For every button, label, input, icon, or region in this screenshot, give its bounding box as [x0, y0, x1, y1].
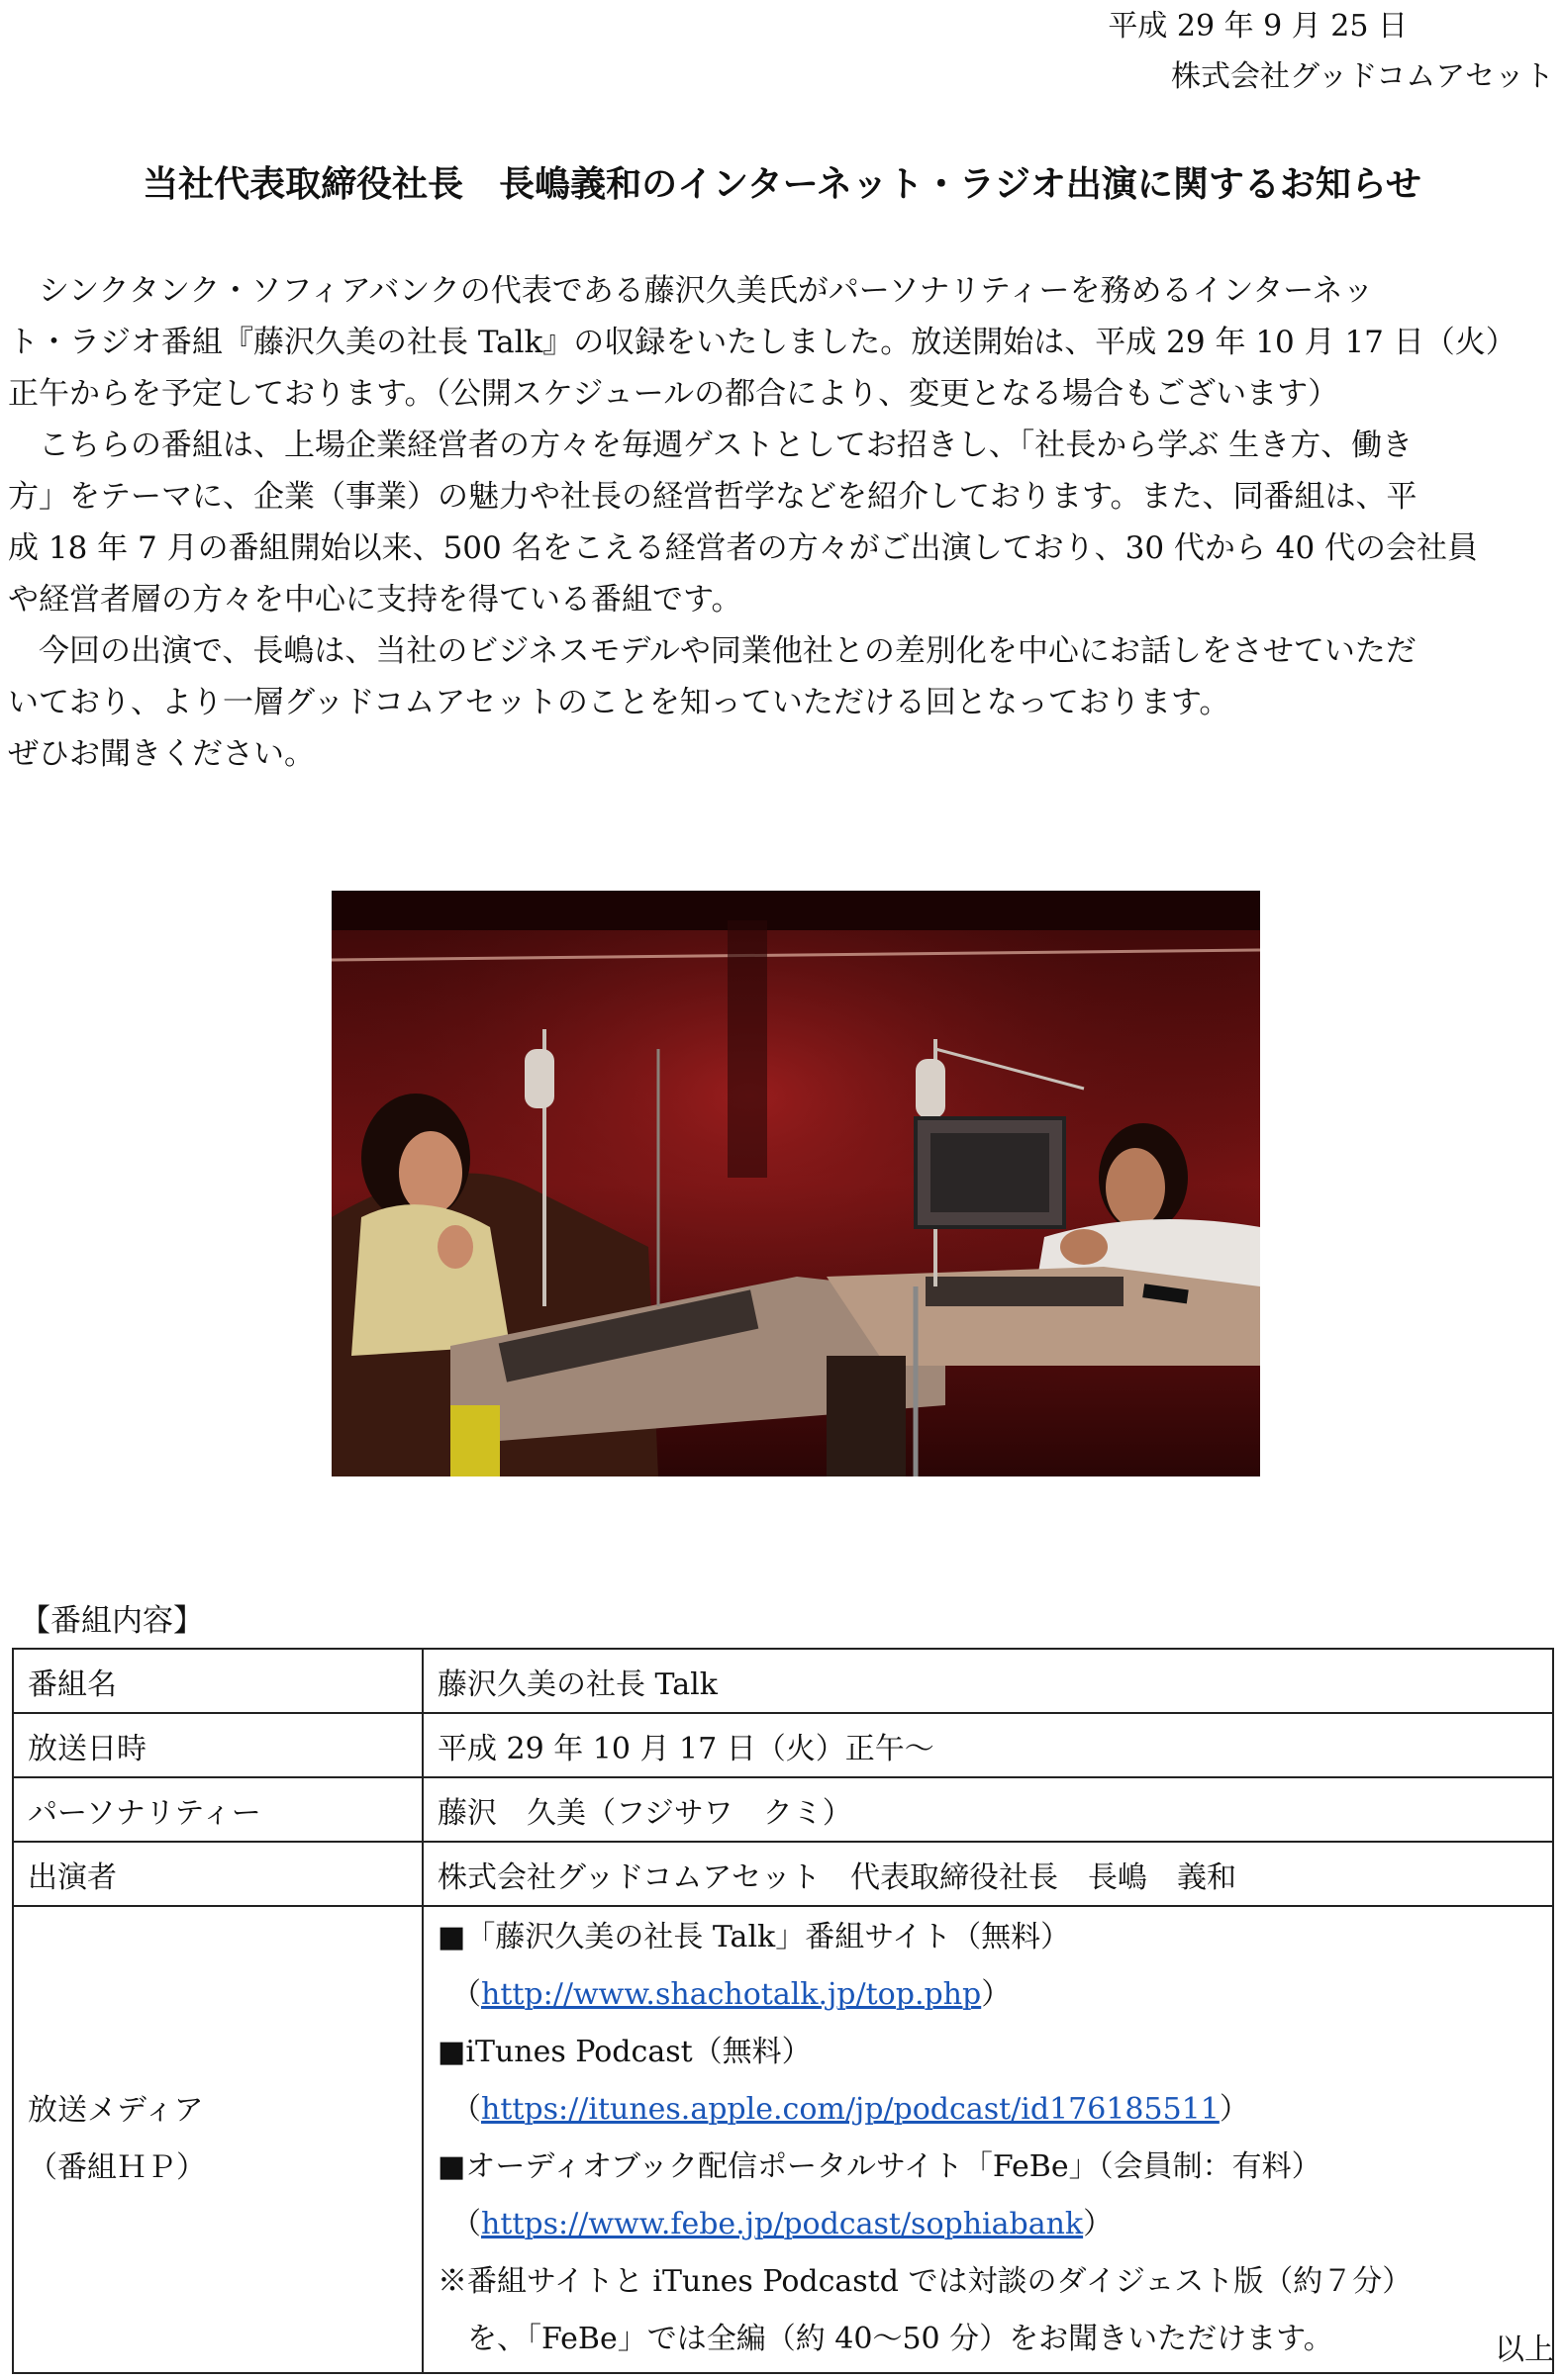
- febe-podcast-link[interactable]: https://www.febe.jp/podcast/sophiabank: [481, 2207, 1084, 2241]
- table-row: [13, 1649, 1553, 1713]
- body-paragraph-1: [8, 265, 1554, 420]
- section-label-program-content: 【番組内容】: [20, 1603, 204, 1639]
- table-row-media: [13, 1906, 1553, 2373]
- media-item-1-label: ■「藤沢久美の社長 Talk」番組サイト（無料）: [438, 1920, 1071, 1954]
- paren-open: （: [451, 2207, 481, 2241]
- body-line: こちらの番組は、上場企業経営者の方々を毎週ゲストとしてお招きし、「社長から学ぶ 生き方、働き: [8, 428, 1414, 463]
- table-value: 平成 29 年 10 月 17 日（火）正午～: [423, 1713, 1553, 1777]
- paren-close: ）: [981, 1977, 1012, 2012]
- body-line: や経営者層の方々を中心に支持を得ている番組です。: [8, 582, 742, 618]
- body-line: ぜひお聞きください。: [8, 736, 315, 772]
- table-key-media: [13, 1906, 423, 2373]
- shachotalk-site-link[interactable]: http://www.shachotalk.jp/top.php: [481, 1977, 982, 2012]
- closing-mark: 以上: [1495, 2332, 1554, 2367]
- media-item-3-url-line: [438, 2196, 1552, 2253]
- table-value: 藤沢久美の社長 Talk: [423, 1649, 1553, 1713]
- radio-studio-illustration: [332, 891, 1260, 1476]
- body-line: 今回の出演で、長嶋は、当社のビジネスモデルや同業他社との差別化を中心にお話しをさせていただ: [8, 633, 1417, 669]
- program-info-table: [12, 1648, 1554, 2374]
- table-key: 放送日時: [13, 1713, 423, 1777]
- table-key: 番組名: [13, 1649, 423, 1713]
- paren-open: （: [451, 2092, 481, 2127]
- table-key: 出演者: [13, 1842, 423, 1906]
- media-item-2-url-line: [438, 2081, 1552, 2139]
- document-date: 平成 29 年 9 月 25 日: [1108, 9, 1408, 44]
- media-item-2-label: ■iTunes Podcast（無料）: [438, 2035, 812, 2069]
- itunes-podcast-link[interactable]: https://itunes.apple.com/jp/podcast/id176185511: [481, 2092, 1220, 2127]
- media-key-line-1: 放送メディア: [28, 2093, 204, 2128]
- radio-studio-photo: [332, 891, 1260, 1476]
- body-line: 正午からを予定しております。（公開スケジュールの都合により、変更となる場合もございます）: [8, 376, 1339, 412]
- media-item-3-label: ■オーディオブック配信ポータルサイト「FeBe」（会員制：有料）: [438, 2149, 1321, 2184]
- table-row: [13, 1842, 1553, 1906]
- table-value: 株式会社グッドコムアセット 代表取締役社長 長嶋 義和: [423, 1842, 1553, 1906]
- body-line: 成 18 年 7 月の番組開始以来、500 名をこえる経営者の方々がご出演しており、30 代から 40 代の会社員: [8, 530, 1479, 566]
- paren-close: ）: [1219, 2092, 1249, 2127]
- company-name: 株式会社グッドコムアセット: [1171, 59, 1554, 94]
- media-note-line-1: ※番組サイトと iTunes Podcastd では対談のダイジェスト版（約７分）: [438, 2264, 1413, 2299]
- table-key: パーソナリティー: [13, 1777, 423, 1842]
- body-line: いており、より一層グッドコムアセットのことを知っていただける回となっております。: [8, 685, 1230, 720]
- paren-close: ）: [1083, 2207, 1114, 2241]
- body-line: シンクタンク・ソフィアバンクの代表である藤沢久美氏がパーソナリティーを務めるインターネッ: [8, 273, 1374, 309]
- media-note-line-2: を、「FeBe」では全編（約 40～50 分）をお聞きいただけます。: [467, 2322, 1333, 2356]
- body-line: 方」をテーマに、企業（事業）の魅力や社長の経営哲学などを紹介しております。また、同番組は、平: [8, 479, 1417, 515]
- body-paragraph-3: [8, 625, 1554, 780]
- media-item-1-url-line: [438, 1966, 1552, 2024]
- table-value-media: [423, 1906, 1553, 2373]
- document-title: 当社代表取締役社長 長嶋義和のインターネット・ラジオ出演に関するお知らせ: [143, 164, 1421, 205]
- media-key-line-2: （番組ＨＰ）: [28, 2150, 206, 2185]
- body-line: ト・ラジオ番組『藤沢久美の社長 Talk』の収録をいたしました。放送開始は、平成 29 年 10 月 17 日（火）: [8, 325, 1516, 360]
- table-row: [13, 1777, 1553, 1842]
- table-value: 藤沢 久美（フジサワ クミ）: [423, 1777, 1553, 1842]
- table-row: [13, 1713, 1553, 1777]
- body-text: [8, 265, 1554, 780]
- paren-open: （: [451, 1977, 481, 2012]
- body-paragraph-2: [8, 420, 1554, 625]
